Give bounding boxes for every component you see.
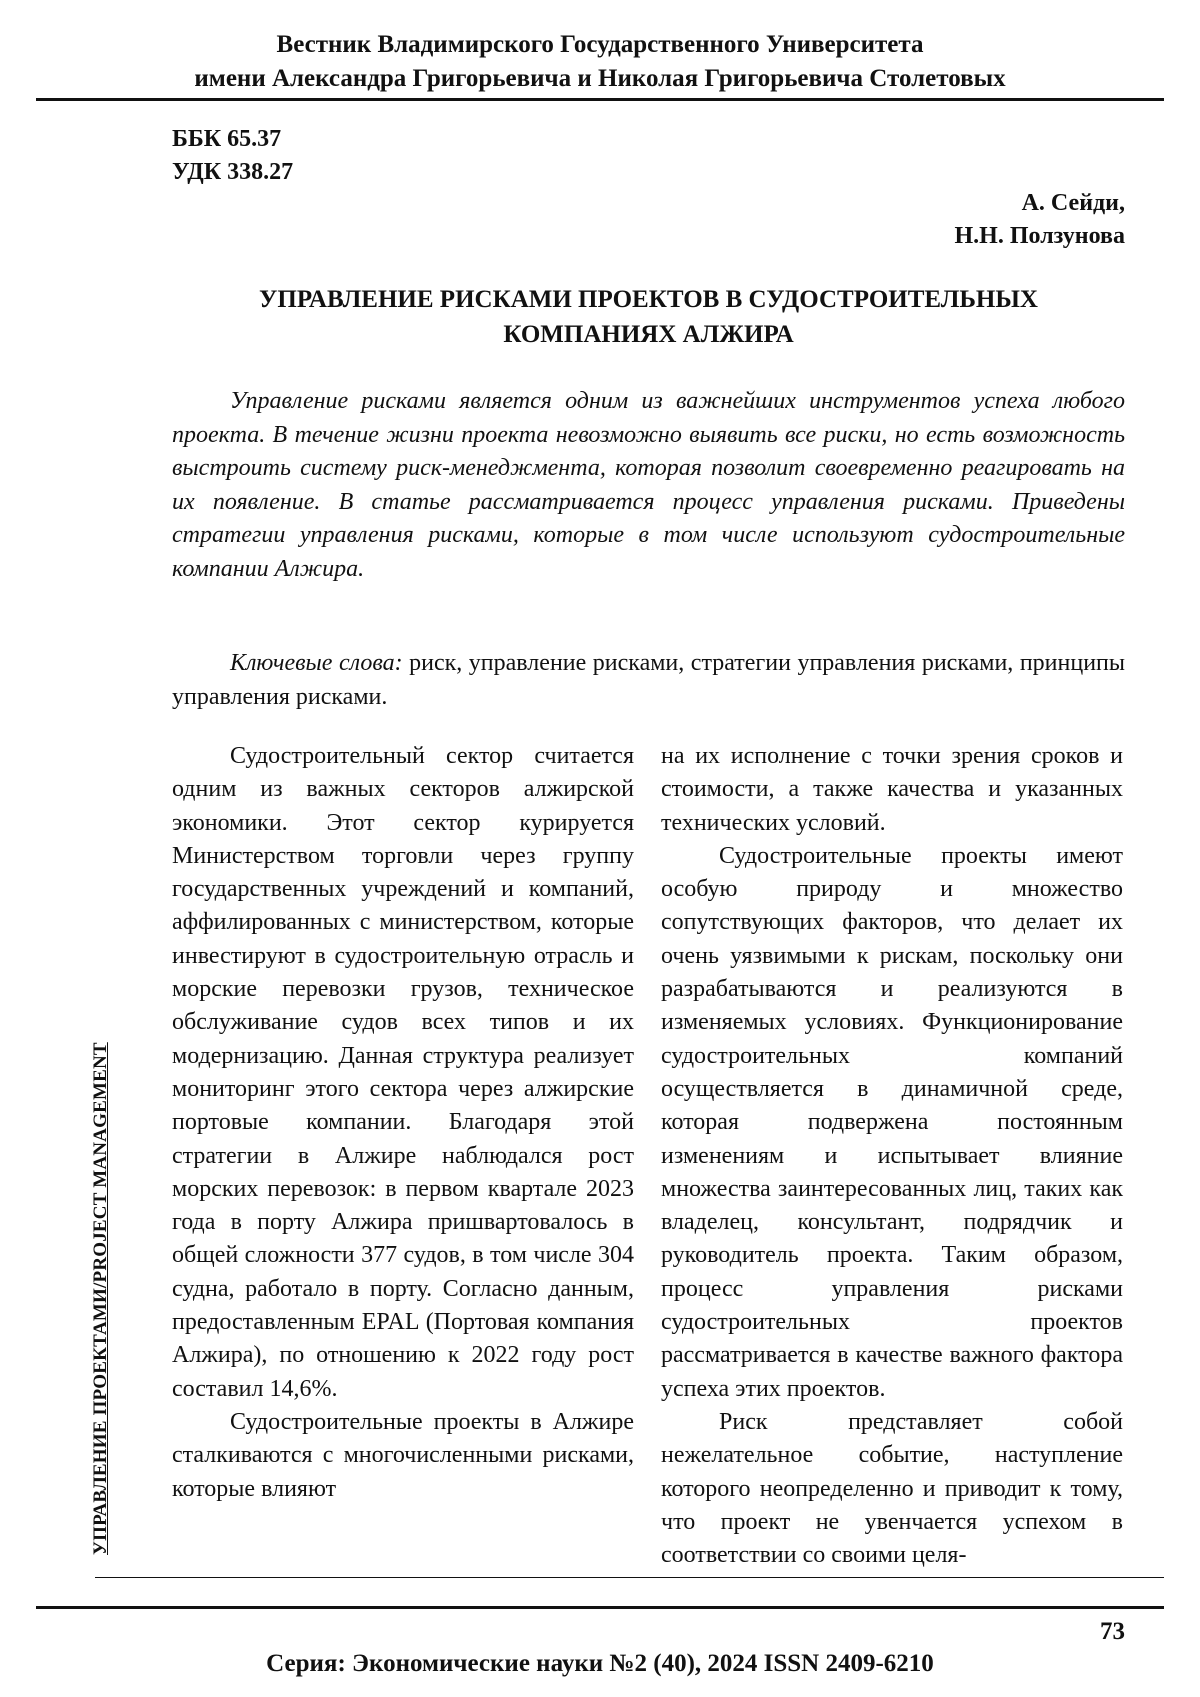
- footer-rule: [36, 1606, 1164, 1609]
- author-2: Н.Н. Ползунова: [954, 223, 1125, 249]
- paragraph: Судостроительные проекты имеют особую природу и множество сопутствующих факторов, что делает их очень уязвимыми к рискам, поскольку они разрабатываются и реализуются в изменяемых условиях. Функционирование судостроительных компаний осуществляется в динамичной среде, которая подвержена постоянным изменениям и испытывает влияние множества заинтересованных лиц, таких как владелец, консультант, подрядчик и руководитель проекта. Таким образом, процесс управления рисками судостроительных проектов рассматривается в качестве важного фактора успеха этих проектов.: [661, 842, 1123, 1402]
- header-rule: [36, 98, 1164, 101]
- article-title: [172, 282, 1125, 352]
- keywords-text: риск, управление рисками, стратегии управления рисками, принципы управления рисками.: [172, 650, 1125, 710]
- body-column-right: [661, 740, 1123, 1572]
- keywords: [172, 647, 1125, 714]
- footer-thin-rule: [95, 1577, 1164, 1578]
- authors: [955, 187, 1125, 253]
- classification-codes: [172, 123, 293, 189]
- udk-code: УДК 338.27: [172, 159, 294, 185]
- section-side-label: УПРАВЛЕНИЕ ПРОЕКТАМИ/PROJECT MANAGEMENT: [90, 1042, 111, 1555]
- paragraph: Судостроительные проекты в Алжире сталкиваются с многочисленными рисками, которые влияют: [172, 1408, 634, 1502]
- journal-header: [40, 28, 1160, 96]
- paragraph: на их исполнение с точки зрения сроков и стоимости, а также качества и указанных технических условий.: [661, 743, 1123, 836]
- paragraph: Риск представляет собой нежелательное событие, наступление которого неопределенно и приводит к тому, что проект не увенчается успехом в соответствии со своими целя-: [661, 1408, 1123, 1569]
- author-1: А. Сейди,: [1021, 190, 1125, 216]
- body-column-left: [172, 740, 634, 1506]
- journal-title-line2: имени Александра Григорьевича и Николая Григорьевича Столетовых: [194, 65, 1006, 92]
- paragraph: Судостроительный сектор считается одним из важных секторов алжирской экономики. Этот сектор курируется Министерством торговли через группу государственных учреждений и компаний, аффилированных с министерством, которые инвестируют в судостроительную отрасль и морские перевозки грузов, техническое обслуживание судов всех типов и их модернизацию. Данная структура реализует мониторинг этого сектора через алжирские портовые компании. Благодаря этой стратегии в Алжире наблюдался рост морских перевозок: в первом квартале 2023 года в порту Алжира пришвартовалось в общей сложности 377 судов, в том числе 304 судна, работало в порту. Согласно данным, предоставленным EPAL (Портовая компания Алжира), по отношению к 2022 году рост составил 14,6%.: [172, 743, 634, 1402]
- page-number: 73: [1100, 1618, 1125, 1645]
- keywords-label: Ключевые слова:: [230, 650, 403, 676]
- footer-series: Серия: Экономические науки №2 (40), 2024 ISSN 2409-6210: [266, 1650, 934, 1677]
- bbk-code: ББК 65.37: [172, 126, 282, 152]
- abstract: Управление рисками является одним из важнейших инструментов успеха любого проекта. В течение жизни проекта невозможно выявить все риски, но есть возможность выстроить систему риск-менеджмента, которая позволит своевременно реагировать на их появление. В статье рассматривается процесс управления рисками. Приведены стратегии управления рисками, которые в том числе используют судостроительные компании Алжира.: [172, 388, 1125, 582]
- article-title-line1: УПРАВЛЕНИЕ РИСКАМИ ПРОЕКТОВ В СУДОСТРОИТЕЛЬНЫХ: [259, 286, 1038, 313]
- journal-title-line1: Вестник Владимирского Государственного Университета: [276, 31, 924, 58]
- article-title-line2: КОМПАНИЯХ АЛЖИРА: [503, 321, 794, 348]
